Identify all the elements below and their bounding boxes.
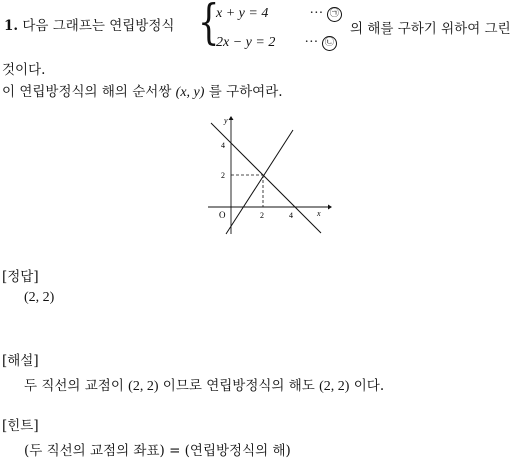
y-axis-label: y — [224, 116, 228, 125]
equation-1-dots: ··· — [309, 6, 324, 21]
problem-line-2: 것이다. — [2, 62, 46, 78]
explanation-heading: [해설] — [2, 353, 39, 369]
problem-number: 1. — [4, 18, 19, 34]
answer-value: (2, 2) — [24, 290, 55, 305]
y-tick-2: 2 — [221, 171, 225, 180]
problem-line-3-a: 이 연립방정식의 해의 순서쌍 — [2, 84, 172, 100]
line-equation-1 — [211, 123, 321, 233]
explanation-pair-1: (2, 2) — [128, 379, 159, 394]
hint-heading: [힌트] — [2, 418, 39, 434]
x-axis-arrow — [328, 205, 332, 210]
equation-2-dots: ··· — [304, 35, 319, 50]
system-graph — [200, 112, 334, 240]
x-axis-label: x — [317, 209, 321, 218]
ordered-pair-xy: (x, y) — [175, 85, 205, 100]
answer-heading: [정답] — [2, 269, 39, 285]
explanation-text-b: 이므로 연립방정식의 해도 — [162, 378, 315, 394]
explanation-text-c: 이다. — [353, 378, 385, 394]
problem-text-before: 다음 그래프는 연립방정식 — [22, 18, 175, 34]
equation-2-lhs: 2x − y = 2 — [216, 35, 276, 50]
problem-line-3-b: 를 구하여라. — [208, 84, 283, 100]
equation-1-lhs: x + y = 4 — [216, 6, 269, 21]
equation-1-mark: ㉠ — [327, 7, 342, 22]
problem-line-1 — [4, 14, 174, 34]
y-tick-4: 4 — [221, 141, 225, 150]
x-tick-4: 4 — [289, 211, 293, 220]
explanation-pair-2: (2, 2) — [319, 379, 350, 394]
problem-line-3 — [2, 80, 283, 101]
equation-2 — [216, 35, 337, 51]
system-brace: { — [198, 0, 220, 50]
origin-label: O — [219, 210, 226, 220]
y-axis-arrow — [229, 116, 234, 120]
problem-text-after: 의 해를 구하기 위하여 그린 — [350, 21, 511, 37]
explanation-text-a: 두 직선의 교점이 — [24, 378, 124, 394]
explanation-text — [24, 374, 384, 395]
equation-2-mark: ㉡ — [322, 36, 337, 51]
equation-1 — [216, 6, 342, 22]
x-tick-2: 2 — [260, 211, 264, 220]
hint-text: (두 직선의 교점의 좌표) = (연립방정식의 해) — [24, 443, 291, 459]
